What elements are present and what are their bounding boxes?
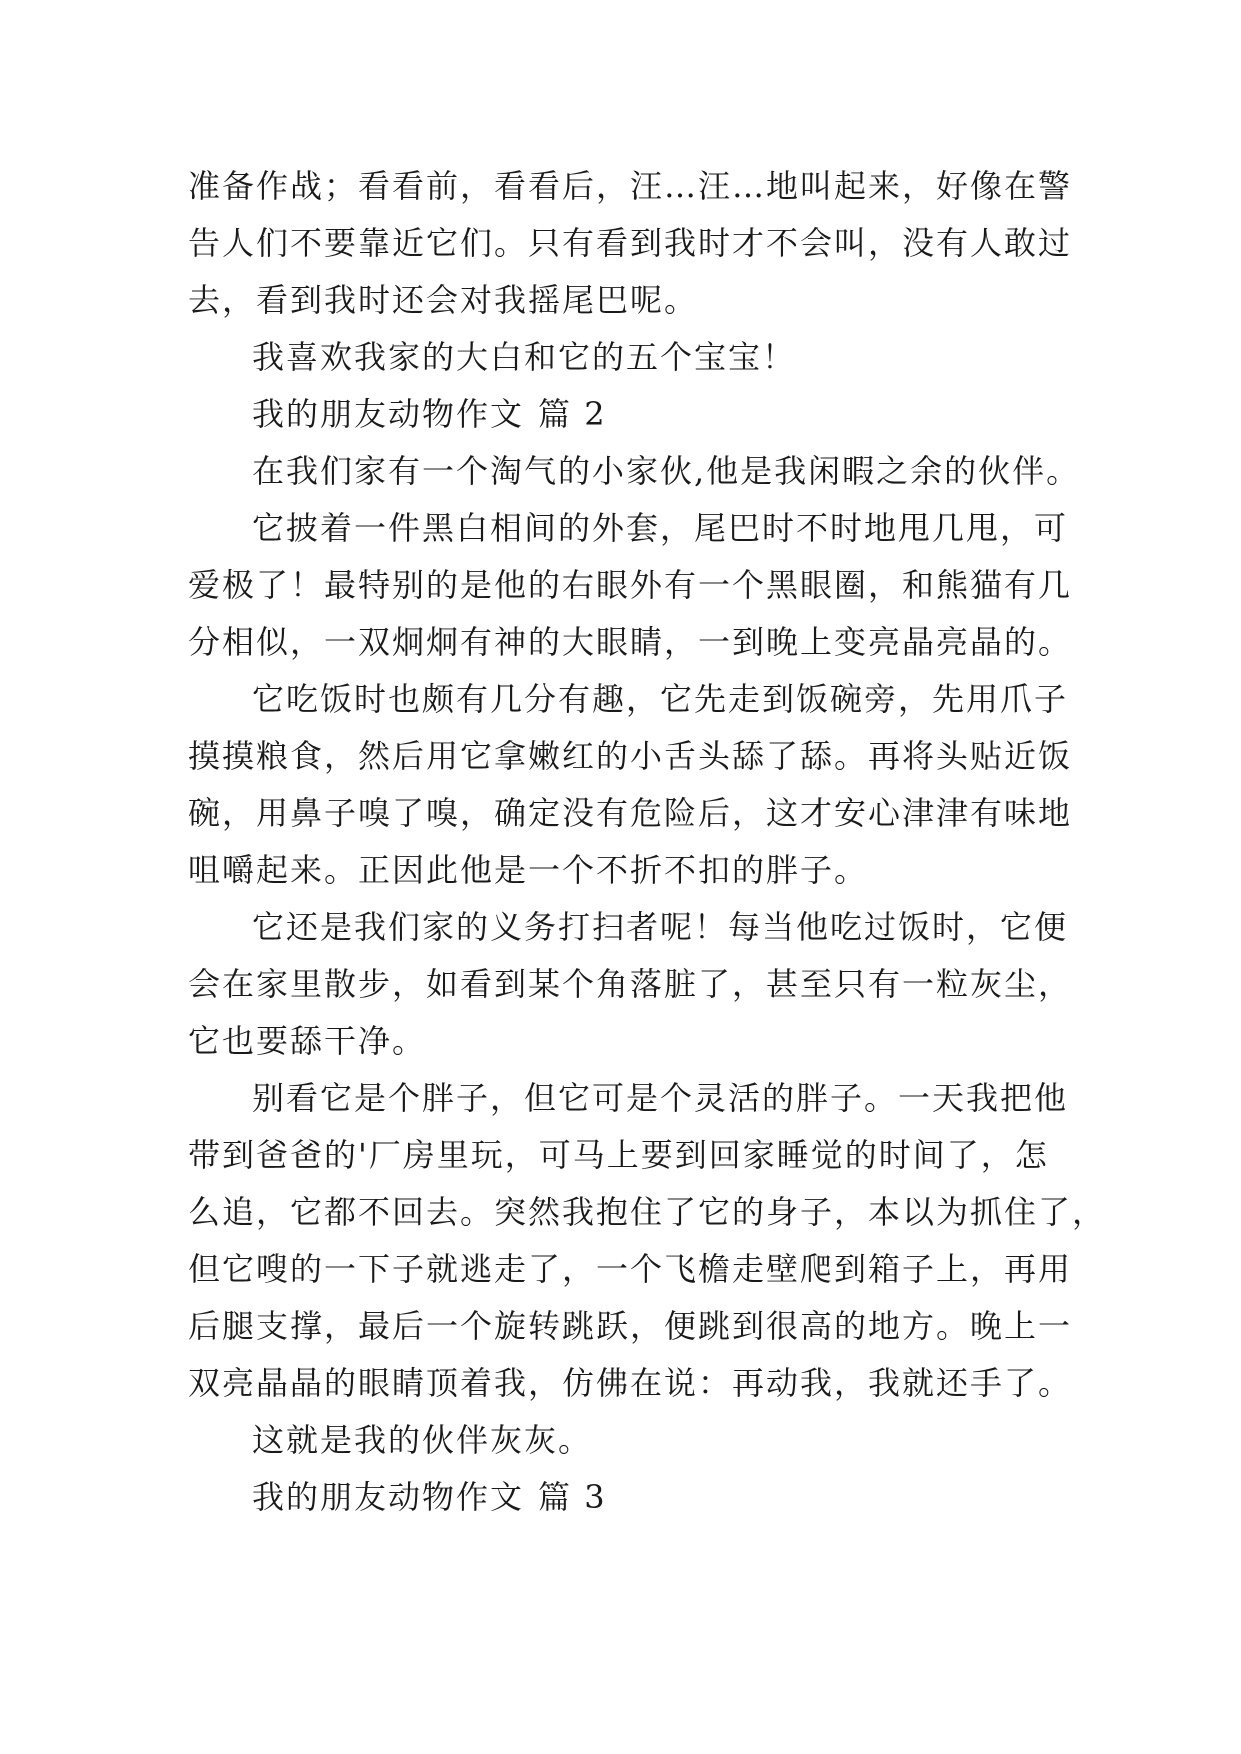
section-heading: [252, 384, 1132, 444]
text-line: 碗，用鼻子嗅了嗅，确定没有危险后，这才安心津津有味地: [188, 794, 1073, 832]
text-line: 我喜欢我家的大白和它的五个宝宝！: [252, 338, 797, 376]
section-heading: [252, 1467, 1132, 1527]
text-line: 它还是我们家的义务打扫者呢！每当他吃过饭时，它便: [252, 908, 1069, 946]
heading-number: 篇 2: [538, 395, 607, 433]
text-line: 摸摸粮食，然后用它拿嫩红的小舌头舔了舔。再将头贴近饭: [188, 737, 1073, 775]
text-line: 在我们家有一个淘气的小家伙,他是我闲暇之余的伙伴。: [252, 452, 1081, 490]
heading-title: 我的朋友动物作文: [252, 1478, 525, 1516]
text-line: 它吃饭时也颇有几分有趣，它先走到饭碗旁，先用爪子: [252, 680, 1069, 718]
text-line: 这就是我的伙伴灰灰。: [252, 1421, 593, 1459]
text-line: 带到爸爸的'厂房里玩，可马上要到回家睡觉的时间了，怎: [188, 1136, 1049, 1174]
heading-number: 篇 3: [538, 1478, 607, 1516]
text-line: 么追，它都不回去。突然我抱住了它的身子，本以为抓住了，: [188, 1193, 1107, 1231]
text-line: 它披着一件黑白相间的外套，尾巴时不时地甩几甩，可: [252, 509, 1069, 547]
text-line: 双亮晶晶的眼睛顶着我，仿佛在说：再动我，我就还手了。: [188, 1364, 1073, 1402]
text-line: 别看它是个胖子，但它可是个灵活的胖子。一天我把他: [252, 1079, 1069, 1117]
text-line: 准备作战；看看前，看看后，汪…汪…地叫起来，好像在警: [188, 167, 1073, 205]
text-line: 它也要舔干净。: [188, 1022, 427, 1060]
text-line: 告人们不要靠近它们。只有看到我时才不会叫，没有人敢过: [188, 224, 1073, 262]
heading-title: 我的朋友动物作文: [252, 395, 525, 433]
text-line: 分相似，一双炯炯有神的大眼睛，一到晚上变亮晶亮晶的。: [188, 623, 1073, 661]
text-line: 后腿支撑，最后一个旋转跳跃，便跳到很高的地方。晚上一: [188, 1307, 1073, 1345]
text-line: 会在家里散步，如看到某个角落脏了，甚至只有一粒灰尘，: [188, 965, 1073, 1003]
text-line: 爱极了！最特别的是他的右眼外有一个黑眼圈，和熊猫有几: [188, 566, 1073, 604]
text-line: 咀嚼起来。正因此他是一个不折不扣的胖子。: [188, 851, 869, 889]
text-line: 去，看到我时还会对我摇尾巴呢。: [188, 281, 699, 319]
text-line: 但它嗖的一下子就逃走了，一个飞檐走壁爬到箱子上，再用: [188, 1250, 1073, 1288]
